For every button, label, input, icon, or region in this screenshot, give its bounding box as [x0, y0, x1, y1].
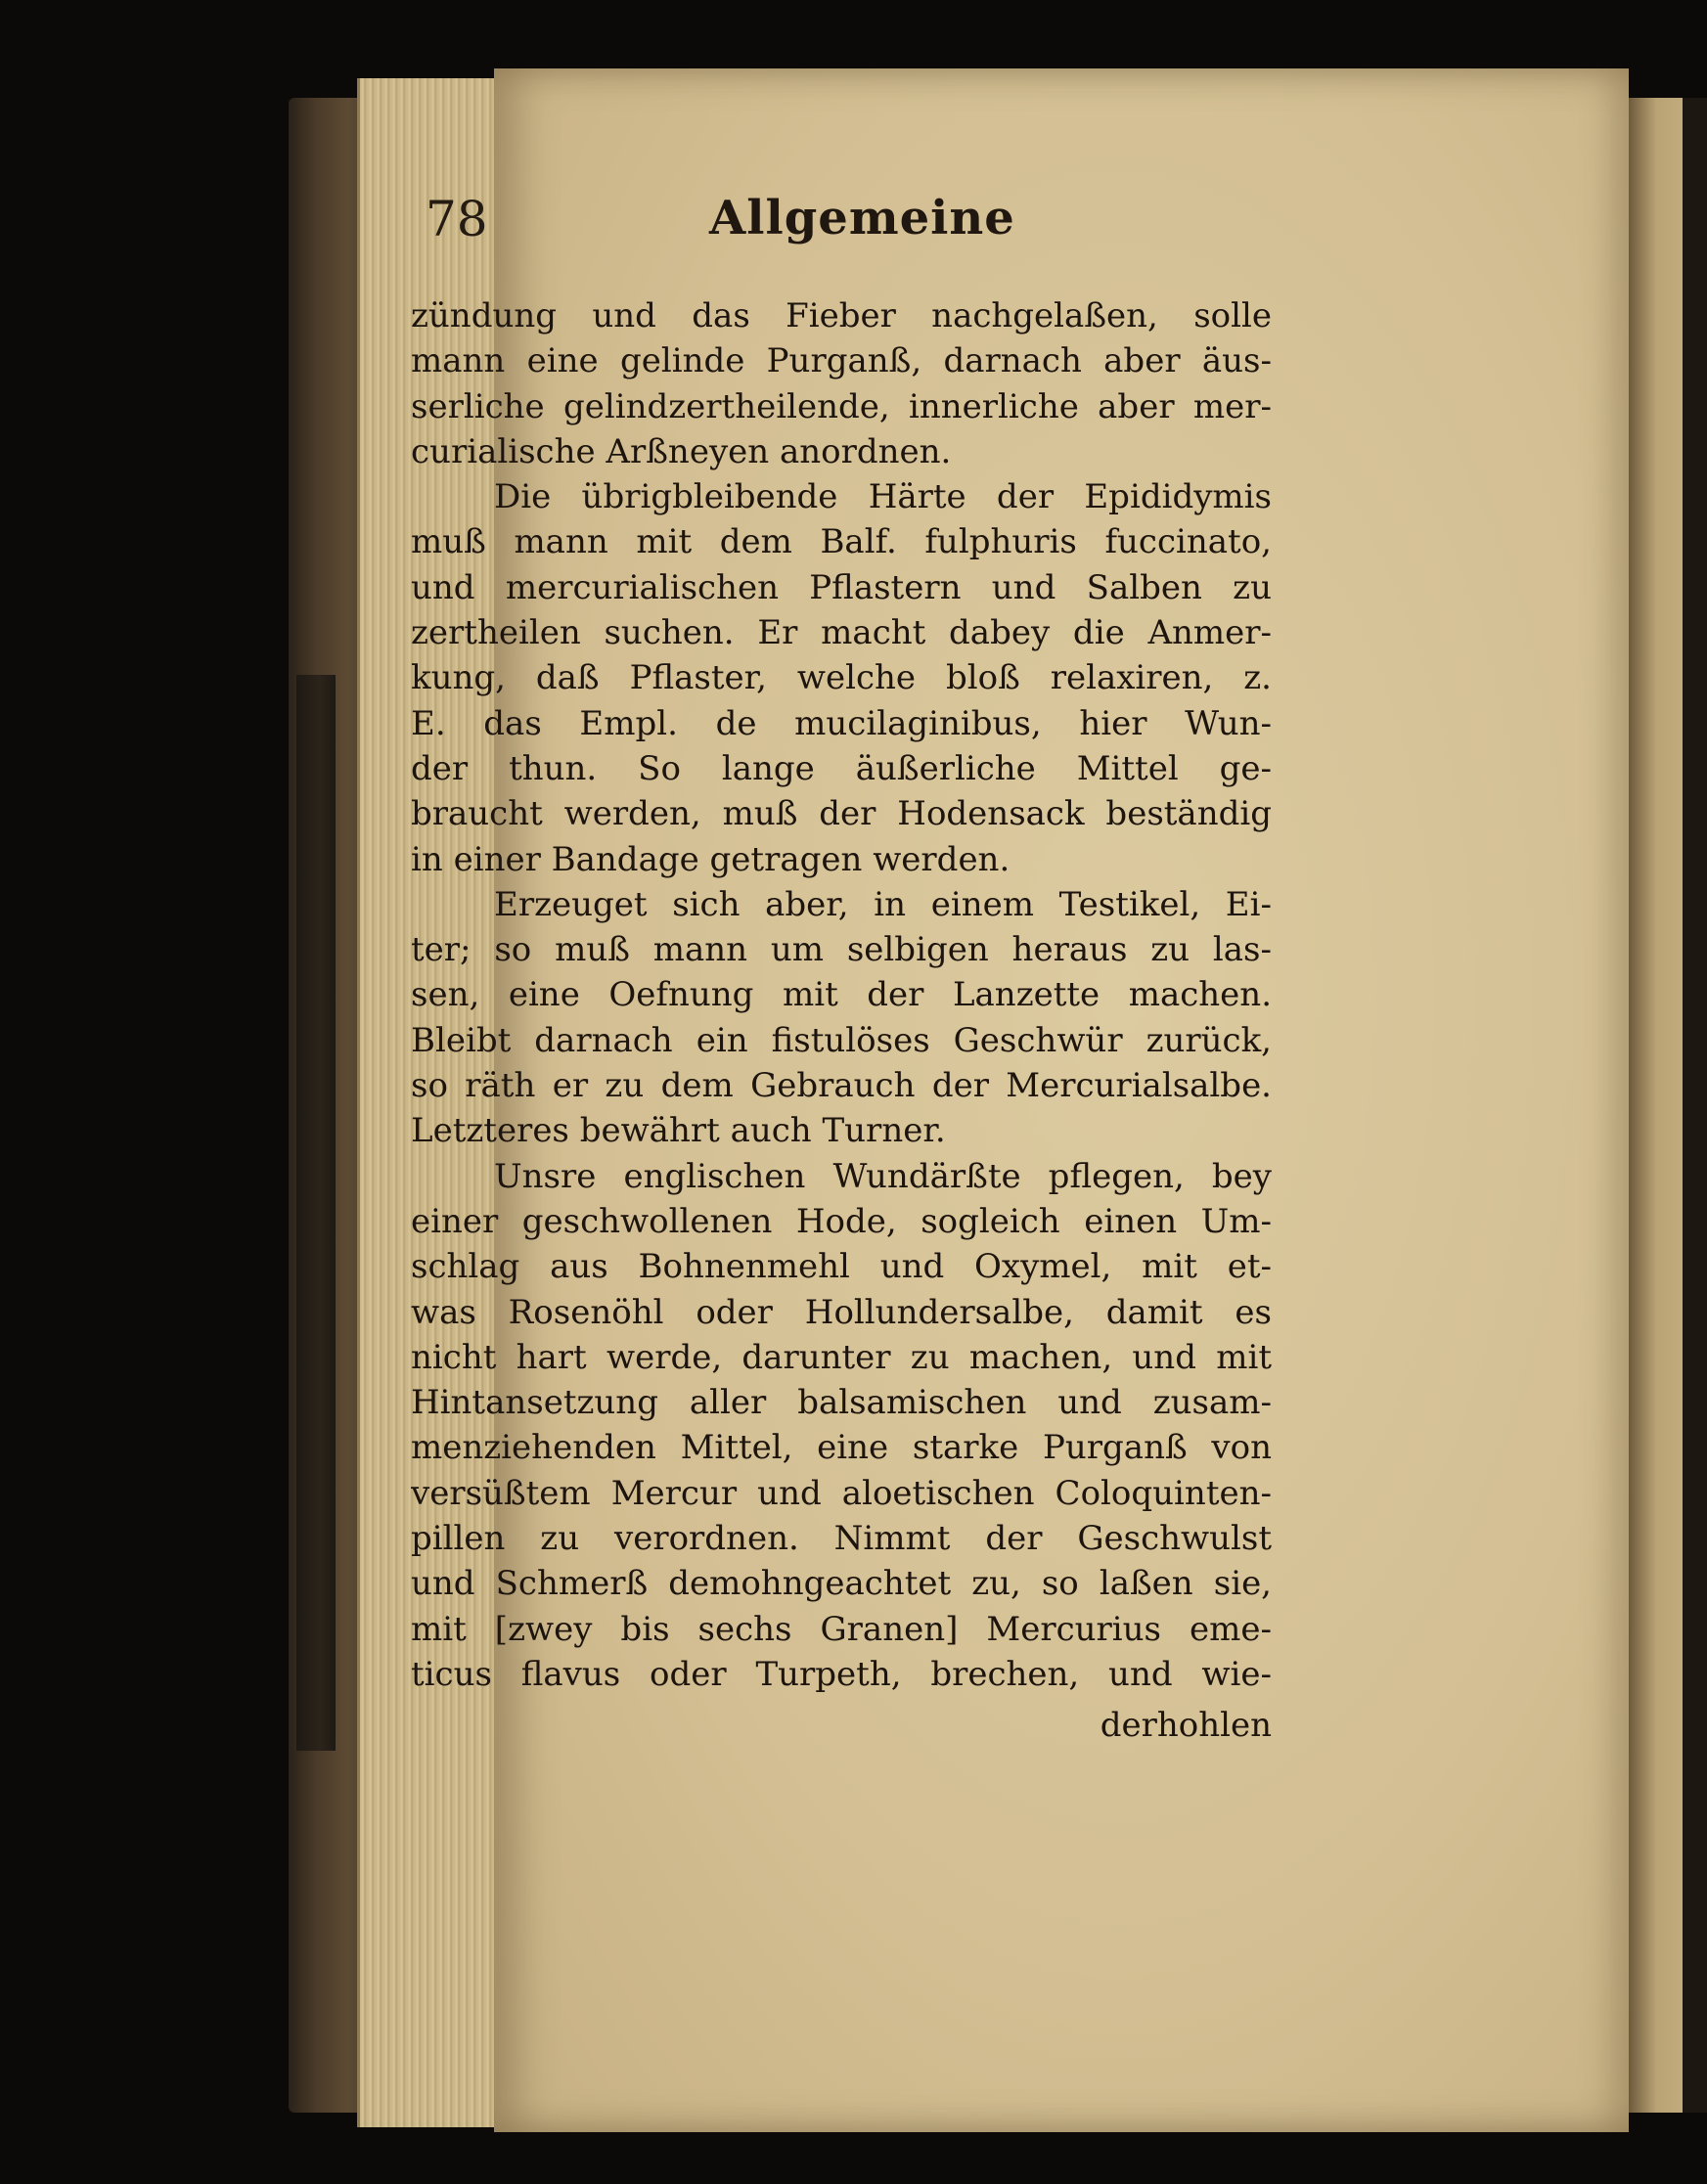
text-line: in einer Bandage getragen werden.	[411, 839, 1011, 879]
text-line: Die übrigbleibende Härte der Epididymis	[494, 477, 1272, 517]
text-line: Unsre englischen Wundärßte pflegen, bey	[494, 1156, 1272, 1196]
text-line: Hintansetzung aller balsamischen und zusam-	[411, 1383, 1272, 1423]
text-line: ter; so muß mann um selbigen heraus zu las-	[411, 930, 1272, 970]
text-line: braucht werden, muß der Hodensack beständig	[411, 794, 1272, 834]
text-line: kung, daß Pflaster, welche bloß relaxiren, z.	[411, 658, 1272, 698]
text-line: und Schmerß demohngeachtet zu, so laßen sie,	[411, 1564, 1272, 1604]
text-line: zündung und das Fieber nachgelaßen, solle	[411, 296, 1272, 335]
catchword: derhohlen	[1100, 1706, 1272, 1746]
text-line: menziehenden Mittel, eine starke Purganß von	[411, 1428, 1272, 1468]
spine-binding	[296, 675, 336, 1751]
text-line: der thun. So lange äußerliche Mittel ge-	[411, 748, 1272, 788]
body-text	[411, 293, 1272, 1749]
text-line: Erzeuget sich aber, in einem Testikel, Ei-	[494, 884, 1272, 924]
page-number: 78	[426, 191, 488, 247]
text-line: curialische Arßneyen anordnen.	[411, 431, 952, 471]
page-header	[426, 191, 1267, 259]
text-line: pillen zu verordnen. Nimmt der Geschwulst	[411, 1519, 1272, 1559]
text-line: so räth er zu dem Gebrauch der Mercurialsalbe.	[411, 1066, 1272, 1106]
text-line: muß mann mit dem Balf. fulphuris fuccinato,	[411, 522, 1272, 562]
text-line: einer geschwollenen Hode, sogleich einen Um-	[411, 1201, 1272, 1241]
text-line: versüßtem Mercur und aloetischen Coloquinten-	[411, 1473, 1272, 1513]
text-line: E. das Empl. de mucilaginibus, hier Wun-	[411, 703, 1272, 743]
text-line: zertheilen suchen. Er macht dabey die Anmer-	[411, 613, 1272, 653]
text-line: serliche gelindzertheilende, innerliche aber mer-	[411, 386, 1272, 426]
text-line: mit [zwey bis sechs Granen] Mercurius eme-	[411, 1609, 1272, 1649]
text-line: Letzteres bewährt auch Turner.	[411, 1111, 946, 1151]
shadow-edge	[1683, 98, 1707, 2113]
text-line: ticus flavus oder Turpeth, brechen, und wie-	[411, 1654, 1272, 1694]
text-line: und mercurialischen Pflastern und Salben zu	[411, 567, 1272, 607]
text-line: nicht hart werde, darunter zu machen, und mit	[411, 1337, 1272, 1377]
text-line: mann eine gelinde Purganß, darnach aber äus-	[411, 341, 1272, 381]
text-line: was Rosenöhl oder Hollundersalbe, damit es	[411, 1292, 1272, 1332]
running-head: Allgemeine	[709, 191, 1015, 245]
text-line: Bleibt darnach ein fistulöses Geschwür zurück,	[411, 1020, 1272, 1060]
text-line: schlag aus Bohnenmehl und Oxymel, mit et-	[411, 1247, 1272, 1287]
text-line: sen, eine Oefnung mit der Lanzette machen.	[411, 975, 1272, 1015]
